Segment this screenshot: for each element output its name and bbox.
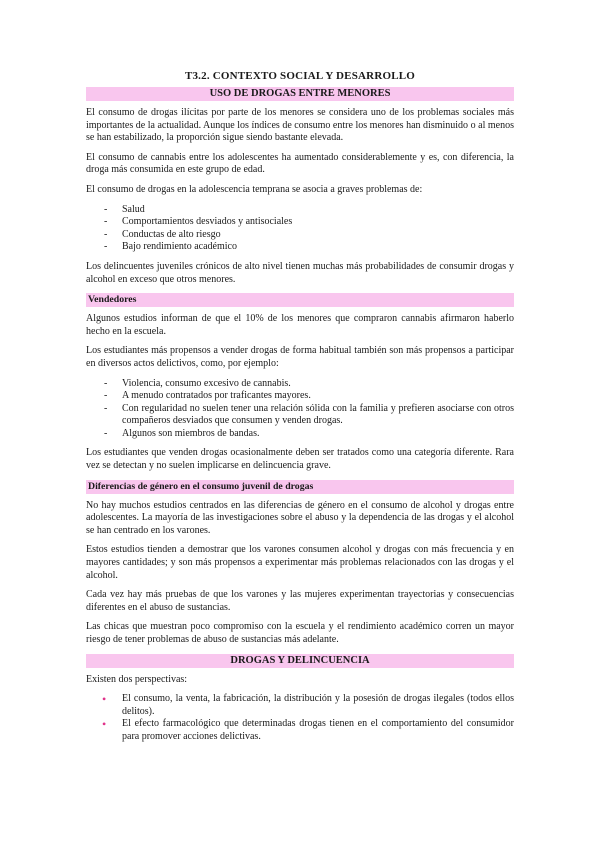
list-item: - Bajo rendimiento académico — [86, 241, 514, 254]
list-item: - Algunos son miembros de bandas. — [86, 428, 514, 441]
paragraph: No hay muchos estudios centrados en las diferencias de género en el consumo de alcohol y drogas entre adolescentes. La mayoría de las investigaciones sobre el abuso y la dependencia de las drogas y el alcohol se han centrado en los varones. — [86, 499, 514, 536]
paragraph: Cada vez hay más pruebas de que los varones y las mujeres experimentan trayectorias y consecuencias diferentes en el abuso de sustancias. — [86, 589, 514, 613]
paragraph: Los delincuentes juveniles crónicos de alto nivel tienen muchas más probabilidades de consumir drogas y alcohol en exceso que otros menores. — [86, 260, 514, 285]
paragraph: Los estudiantes que venden drogas ocasionalmente deben ser tratados como una categoría diferente. Rara vez se detectan y no suelen implicarse en delincuencia grave. — [86, 447, 514, 472]
problem-list — [86, 204, 514, 254]
paragraph: Los estudiantes más propensos a vender drogas de forma habitual también son más propensos a participar en diversos actos delictivos, como, por ejemplo: — [86, 345, 514, 369]
paragraph: Estos estudios tienden a demostrar que los varones consumen alcohol y drogas con más frecuencia y en mayores cantidades; y son más propensos a experimentar más problemas relacionados con las drogas y el alcohol. — [86, 544, 514, 581]
list-item: - Violencia, consumo excesivo de cannabis. — [86, 378, 514, 391]
perspectives-list — [86, 693, 514, 743]
paragraph: El consumo de drogas en la adolescencia temprana se asocia a graves problemas de: — [86, 183, 423, 195]
section-band-drogas-delincuencia: DROGAS Y DELINCUENCIA — [86, 654, 514, 668]
paragraph: El consumo de cannabis entre los adolescentes ha aumentado considerablemente y es, con diferencia, la droga más consumida en este grupo de edad. — [86, 151, 514, 176]
section-band-uso-drogas: USO DE DROGAS ENTRE MENORES — [86, 87, 514, 101]
list-item: • El efecto farmacológico que determinadas drogas tienen en el comportamiento del consumidor para promover acciones delictivas. — [86, 718, 514, 743]
vendedores-list — [86, 378, 514, 441]
document-page — [86, 70, 514, 751]
paragraph: El consumo de drogas ilícitas por parte de los menores se considera uno de los problemas sociales más importantes de la actualidad. Aunque los índices de consumo entre los menores han disminuido o al menos se han estabilizado, la proporción sigue siendo bastante elevada. — [86, 107, 514, 144]
list-item: - Conductas de alto riesgo — [86, 229, 514, 242]
page-title: T3.2. CONTEXTO SOCIAL Y DESARROLLO — [184, 70, 416, 82]
list-item: - A menudo contratados por traficantes mayores. — [86, 390, 514, 403]
paragraph: Existen dos perspectivas: — [86, 673, 188, 685]
paragraph: Algunos estudios informan de que el 10% de los menores que compraron cannabis afirmaron haberlo hecho en la escuela. — [86, 313, 514, 337]
subsection-band-vendedores: Vendedores — [86, 293, 514, 307]
list-item: - Comportamientos desviados y antisociales — [86, 216, 514, 229]
list-item: - Con regularidad no suelen tener una relación sólida con la familia y prefieren asociarse con otros compañeros desviados que consumen y venden drogas. — [86, 403, 514, 428]
paragraph: Las chicas que muestran poco compromiso con la escuela y el rendimiento académico corren un mayor riesgo de tener problemas de abuso de sustancias más adelante. — [86, 621, 514, 645]
subsection-band-genero: Diferencias de género en el consumo juvenil de drogas — [86, 480, 514, 494]
list-item: • El consumo, la venta, la fabricación, la distribución y la posesión de drogas ilegales (todos ellos delitos). — [86, 693, 514, 718]
list-item: - Salud — [86, 204, 514, 217]
